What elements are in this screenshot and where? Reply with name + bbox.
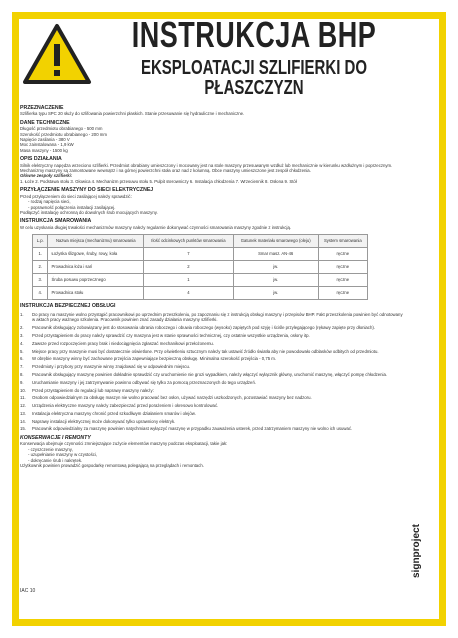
page-subtitle: EKSPLOATACJI SZLIFIERKI DO PŁASZCZYZN	[140, 56, 368, 100]
table-cell: 2	[144, 261, 234, 274]
table-cell: Łożyska ślizgowe, śruby, rowy, koła	[48, 248, 144, 261]
rule-number: 15.	[20, 426, 26, 432]
rule-number: 13.	[20, 410, 26, 416]
section-heading: KONSERWACJE I REMONTY	[20, 434, 91, 441]
rule-text: Uruchamianie maszyny i jej zatrzymywanie powinno odbywać się tylko za pomocą przeznaczonych do tego urządzeń.	[32, 379, 257, 385]
section-line: Moc zainstalowana - 1,9 kW	[20, 142, 74, 148]
table-row	[33, 274, 368, 287]
rule-item	[20, 341, 404, 346]
table-cell: jw.	[233, 261, 318, 274]
section-line: Szerokość przedmiotu obrabianego - 200 mm	[20, 131, 107, 137]
section-line: Użytkownik powinien prowadzić gospodarkę remontową polegającą na przeglądach i remontach.	[20, 462, 204, 468]
section-heading: INSTRUKCJA SMAROWANIA	[20, 218, 92, 225]
rule-text: Miejsce pracy przy maszynie musi być dostatecznie oświetlone. Przy oświetleniu sztucznym należy tak ustawić źródło światła aby nie powodowało odblasków odbitych od przedmiotu.	[32, 348, 379, 354]
rule-item	[20, 388, 404, 393]
rule-item	[20, 312, 404, 323]
rule-text: Urządzenia elektryczne maszyny należy zabezpieczać przed porażeniem i okresowo kontrolować.	[32, 403, 219, 409]
rule-text: Do pracy na maszynie wolno przystąpić pracownikowi po uprzednim przeszkoleniu, po zapoznaniu się z instrukcją obsługi maszyny i przepisów BHP. Fakt przeszkolenia powinien być odnotowany w aktach pracy ważnego szkolenia. Pracownik powinien znać zasady działania maszyny szlifierki.	[32, 311, 403, 323]
table-header-cell: L.p.	[33, 235, 48, 248]
table-cell: 3.	[33, 274, 48, 287]
rule-text: W obrębie maszyny winny być zachowane przejścia zapewniające bezpieczną obsługę. Minimalna szerokość przejścia - 0,75 m.	[32, 356, 277, 362]
document-code: IAC 10	[20, 588, 36, 594]
rule-number: 3.	[20, 332, 24, 338]
brand-logo	[410, 420, 422, 580]
table-cell: Śruba posuwu poprzecznego	[48, 274, 144, 287]
table-cell: 4.	[33, 287, 48, 300]
section-text: 1. Łoże 2. Podstawa stołu 3. Głowica 4. Mechanizm przesuwu stołu 5. Pulpit sterowniczy 6. Instalacja chłodzenia 7. Wrzeciennik 8. Osłona 9. Stół	[20, 178, 297, 184]
rule-number: 4.	[20, 340, 24, 346]
table-cell: Prowadnica łoża i sań	[48, 261, 144, 274]
rule-number: 9.	[20, 379, 24, 385]
section-line: - poprawność połączenia instalacji zasilającej.	[28, 204, 116, 210]
rule-text: Pracownik obsługujący maszynę powinien dokładnie sprawdzić czy uruchomienie nie grozi wypadkiem, należy włączyć wyłącznik główny, uruchomić maszynę, włączyć pompę chłodzenia.	[32, 371, 388, 377]
table-cell: ręczne	[318, 248, 367, 261]
section-text: Silnik elektryczny napędza wrzeciono szlifierki. Przedmiot obrabiany umieszczony i mocowany jest na stole maszyny przesuwanym wzdłuż lub mechanicznie w kierunku wzdłużnym i poprzecznym. Mechanizmy maszyny są zamontowane wewnątrz i na górnej powierzchni stoła oraz nad z kolumną. Obce maszyny umieszczone jest zespół chłodzenia.	[20, 162, 393, 174]
table-row	[33, 261, 368, 274]
section-line: Podłączyć instalację ochronną do dowolnych śrub mocujących maszyny.	[20, 209, 158, 215]
rule-item	[20, 325, 404, 330]
brand-text: signproject	[411, 524, 422, 578]
rule-item	[20, 356, 404, 361]
header	[18, 12, 410, 98]
section-line: - czyszczenie maszyny,	[28, 446, 73, 452]
rule-number: 11.	[20, 395, 26, 401]
rule-number: 7.	[20, 364, 24, 370]
rule-item	[20, 411, 404, 416]
rule-number: 12.	[20, 403, 26, 409]
section-heading: OPIS DZIAŁANIA	[20, 156, 62, 163]
table-cell: ręczne	[318, 287, 367, 300]
table-cell: Prowadnica stołu	[48, 287, 144, 300]
table-header-cell: Ilość odcinkowych punktów smarowania	[144, 235, 234, 248]
section-line: Długość przedmiotu obrabianego - 500 mm	[20, 126, 103, 132]
section-heading: INSTRUKCJA BEZPIECZNEJ OBSŁUGI	[20, 303, 116, 310]
table-cell: 4	[144, 287, 234, 300]
rule-text: Przed przystąpieniem do pracy należy sprawdzić czy maszyna jest w stanie sprawności technicznej, czy ostatnie wszystkie urządzenia, osłony itp.	[32, 332, 310, 338]
rule-item	[20, 372, 404, 377]
rule-text: Zawsze przed rozpoczęciem pracy brak i niedociągnięcia zgłaszać mechanikowi przełożonemu.	[32, 340, 214, 346]
section-text: W celu uzyskania długiej trwałości mechanizmów maszyny należy regularnie dokonywać czynności smarowania maszyny zgodnie z instrukcją.	[20, 224, 292, 230]
table-cell: 2.	[33, 261, 48, 274]
table-header-cell: Nazwa miejsca (mechanizmu) smarowania	[48, 235, 144, 248]
rule-text: Przedmioty i przybory przy maszynie winny znajdować się w odpowiednim miejscu.	[32, 364, 191, 370]
table-cell: ręczne	[318, 261, 367, 274]
rule-number: 8.	[20, 371, 24, 377]
section-line: - dokręcanie śrub i nakrętek.	[28, 457, 83, 463]
rule-item	[20, 364, 404, 369]
table-row	[33, 248, 368, 261]
title-block	[104, 14, 404, 100]
section-heading: PRZYŁĄCZENIE MASZYNY DO SIECI ELEKTRYCZNEJ	[20, 187, 154, 194]
rule-text: Pracownik obsługujący zobowiązany jest do stosowania ubrania roboczego i obuwia roboczego (wysoko) zapiętych pod szyję i ściśle przylegającego (rękawy zapięte przy dłoniach).	[32, 325, 375, 331]
table-cell: jw.	[233, 274, 318, 287]
rule-item	[20, 380, 404, 385]
table-header-cell: System smarowania	[318, 235, 367, 248]
rule-number: 1.	[20, 311, 24, 317]
rule-item	[20, 403, 404, 408]
rule-item	[20, 426, 404, 431]
rule-item	[20, 419, 404, 424]
table-cell: 1.	[33, 248, 48, 261]
rule-number: 14.	[20, 418, 26, 424]
rule-number: 5.	[20, 348, 24, 354]
page-title: INSTRUKCJA BHP	[131, 14, 377, 56]
rule-item	[20, 333, 404, 338]
rule-text: Instalacja elektryczna maszyny chronić przed szkodliwym działaniem smarów i olejów.	[32, 410, 196, 416]
section-line: Masa maszyny - 1500 kg	[20, 147, 68, 153]
rule-text: Osobom odpowiedzialnym za obsługę maszyn nie wolno pracować bez osłon, używać narzędzi uszkodzonych, pozostawiać maszyny bez nadzoru.	[32, 395, 312, 401]
section-line: Napięcie zasilania - 380 V	[20, 137, 70, 143]
rule-text: Przed przystąpieniem do regulacji lub naprawy maszyny należy:	[32, 387, 154, 393]
rule-number: 2.	[20, 325, 24, 331]
table-cell: 7	[144, 248, 234, 261]
warning-icon	[22, 22, 92, 86]
rule-number: 10.	[20, 387, 26, 393]
section-line: Przed przyłączeniem do sieci zasilającej należy sprawdzić:	[20, 193, 132, 199]
table-row	[33, 287, 368, 300]
instruction-body	[20, 102, 404, 572]
section-line: - rodzaj napięcia sieci,	[28, 199, 71, 205]
section-line: - uzupełnianie maszyny w czystości,	[28, 452, 98, 458]
table-cell: 1	[144, 274, 234, 287]
section-subheading: Główne zespoły szlifierki:	[20, 173, 73, 179]
section-heading: PRZEZNACZENIE	[20, 105, 64, 111]
table-header-cell: Gatunek materiału smarowego (oleju)	[233, 235, 318, 248]
rule-text: Naprawy instalacji elektrycznej może dokonywać tylko uprawniony elektryk.	[32, 418, 176, 424]
lubrication-table	[32, 234, 368, 300]
rule-text: Pracownik odpowiedzialny za maszynę powinien natychmiast wyłączyć maszynę w przypadku zauważenia usterek, przed zatrzymaniem maszyny nie wolno ich usuwać.	[32, 426, 353, 432]
table-cell: ręczne	[318, 274, 367, 287]
rule-item	[20, 349, 404, 354]
rule-number: 6.	[20, 356, 24, 362]
rule-item	[20, 395, 404, 400]
section-heading: DANE TECHNICZNE	[20, 119, 70, 126]
section-line: Konserwacja obejmuje czynności zmniejszające zużycie elementów maszyny podczas eksploatacji, takie jak:	[20, 441, 228, 447]
table-cell: Smar masz. AN-46	[233, 248, 318, 261]
table-header-row	[33, 235, 368, 248]
table-cell: jw.	[233, 287, 318, 300]
section-text: Szlifierka typu SPC 20 służy do szlifowania powierzchni płaskich. Stanie przesuwanie się hydrauliczne i mechaniczne.	[20, 111, 245, 117]
